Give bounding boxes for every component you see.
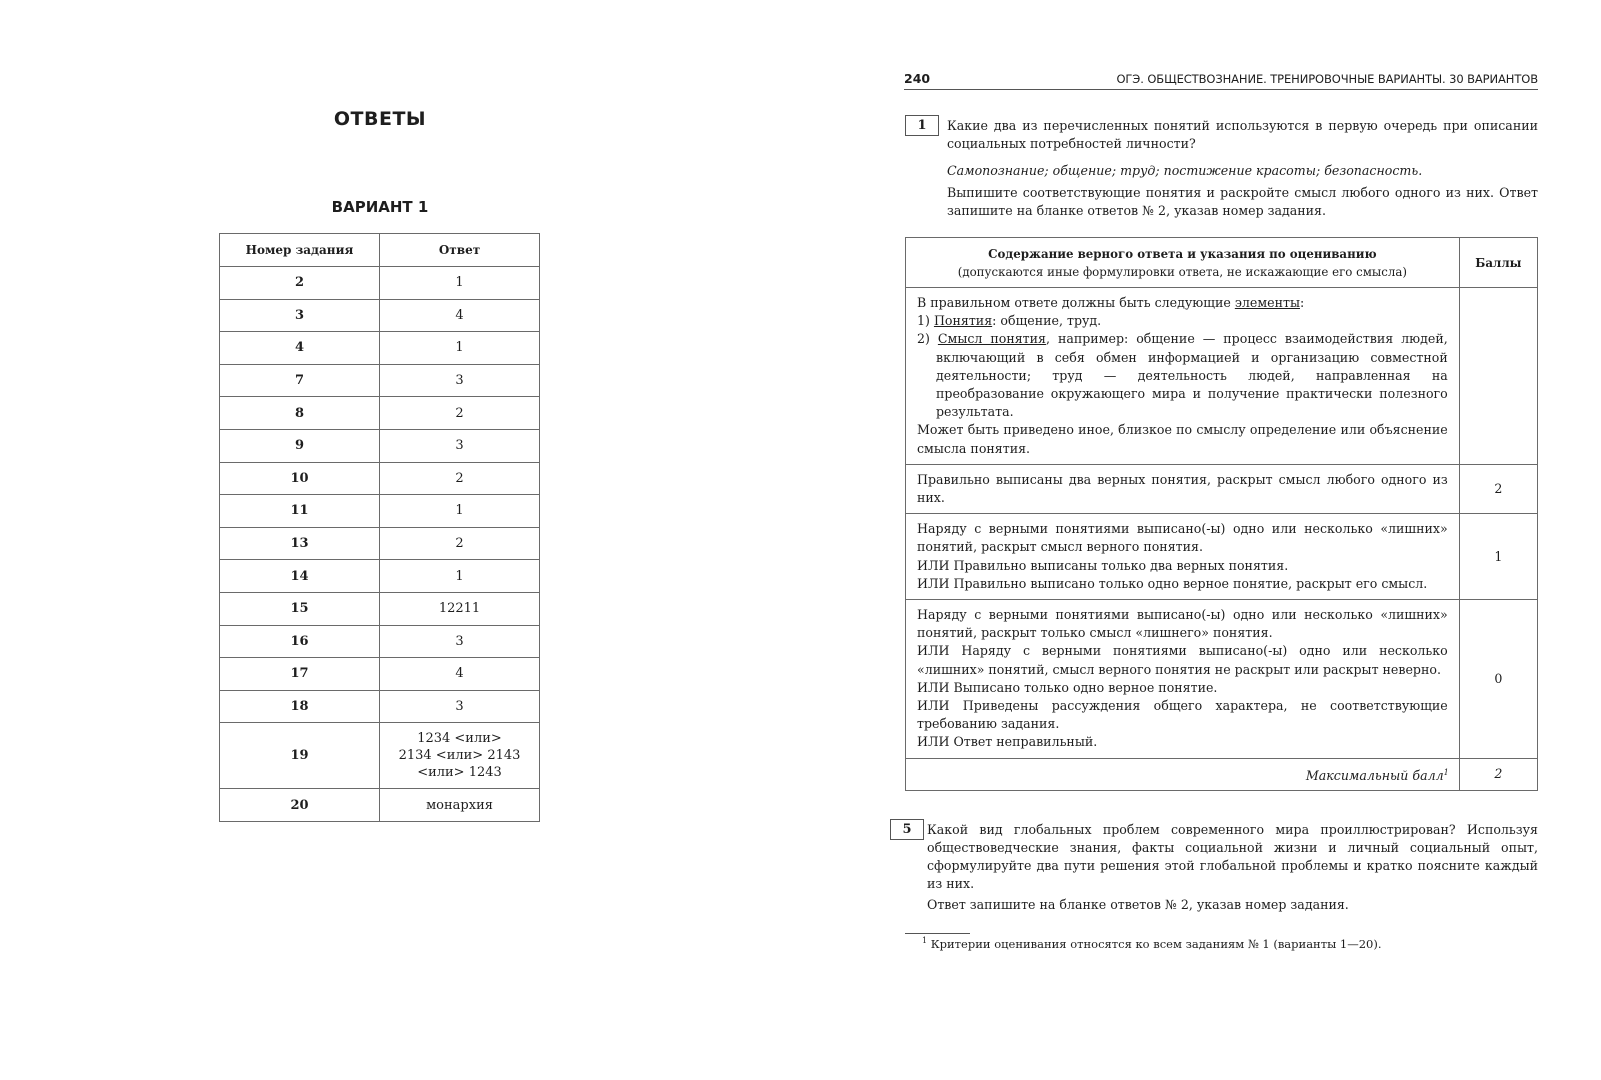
page-number: 240 — [904, 71, 931, 86]
criteria-line: ИЛИ Выписано только одно верное понятие. — [917, 679, 1218, 695]
max-score-row — [906, 758, 1538, 790]
underlined-text: элементы — [1234, 295, 1300, 310]
task-1 — [947, 117, 1538, 226]
score-header-label: Баллы — [1475, 255, 1522, 270]
table-row — [220, 299, 540, 332]
right-page — [880, 0, 1601, 1080]
table-row — [220, 789, 540, 822]
answer-value: 12211 — [380, 592, 540, 625]
criteria-line: ИЛИ Правильно выписано только одно верное понятие, раскрыт его смысл. — [917, 575, 1428, 591]
answer-line: <или> 1243 — [417, 765, 502, 781]
book-title: ОГЭ. ОБЩЕСТВОЗНАНИЕ. ТРЕНИРОВОЧНЫЕ ВАРИАНТЫ. 30 ВАРИАНТОВ — [1116, 72, 1538, 86]
criteria-line: Наряду с верными понятиями выписано(-ы) одно или несколько «лишних» понятий, раскрыт только смысл «лишнего» понятия. — [917, 607, 1448, 641]
text: 2) — [917, 331, 938, 347]
task-number-box: 5 — [890, 819, 924, 840]
criteria-header-sub: (допускаются иные формулировки ответа, не искажающие его смысла) — [957, 264, 1408, 279]
text: : общение, труд. — [992, 313, 1102, 329]
task-number: 7 — [220, 364, 380, 397]
elements-note: Может быть приведено иное, близкое по смыслу определение или объяснение смысла понятия. — [917, 422, 1448, 456]
table-row — [220, 397, 540, 430]
footnote-divider — [905, 933, 970, 934]
table-row — [220, 723, 540, 789]
score-cell — [1459, 288, 1537, 465]
task-number: 8 — [220, 397, 380, 430]
criteria-header-score — [1459, 238, 1537, 288]
task-number: 2 — [220, 267, 380, 300]
column-header-answer: Ответ — [380, 234, 540, 267]
answer-value: 1 — [380, 560, 540, 593]
task-number: 9 — [220, 429, 380, 462]
criteria-elements-row — [906, 288, 1538, 465]
table-row — [220, 592, 540, 625]
answer-value: 1 — [380, 267, 540, 300]
criteria-line: ИЛИ Наряду с верными понятиями выписано(-ы) одно или несколько «лишних» понятий, смысл верного понятия не раскрыт или раскрыт неверно. — [917, 643, 1448, 677]
text: Максимальный балл — [1305, 767, 1444, 783]
score-value: 1 — [1459, 514, 1537, 600]
task-number: 10 — [220, 462, 380, 495]
footnote-text: Критерии оценивания относятся ко всем заданиям № 1 (варианты 1—20). — [927, 936, 1382, 951]
answers-table-header — [220, 234, 540, 267]
table-row — [220, 332, 540, 365]
table-row — [220, 658, 540, 691]
criteria-elements — [906, 288, 1460, 465]
left-page — [0, 0, 760, 1080]
footnote-mark: 1 — [922, 936, 928, 945]
answer-value: 2 — [380, 462, 540, 495]
criteria-line: ИЛИ Ответ неправильный. — [917, 734, 1098, 750]
task-question: Какие два из перечисленных понятий используются в первую очередь при описании социальных потребностей личности? — [947, 118, 1538, 151]
answer-value: монархия — [380, 789, 540, 822]
answer-value: 4 — [380, 658, 540, 691]
underlined-text: Смысл понятия — [937, 331, 1046, 347]
answer-line: 2134 <или> 2143 — [398, 748, 521, 764]
task-number: 11 — [220, 495, 380, 528]
table-row — [220, 625, 540, 658]
task-number: 20 — [220, 789, 380, 822]
variant-title: ВАРИАНТ 1 — [331, 198, 429, 216]
criteria-table — [905, 237, 1538, 791]
task-number: 3 — [220, 299, 380, 332]
element-item-1 — [917, 312, 1448, 330]
task-number: 17 — [220, 658, 380, 691]
table-row — [220, 462, 540, 495]
table-row — [220, 429, 540, 462]
table-row — [220, 527, 540, 560]
elements-intro — [917, 294, 1448, 312]
underlined-text: Понятия — [933, 313, 993, 329]
criteria-header-content — [906, 238, 1460, 288]
task-question: Какой вид глобальных проблем современного мира проиллюстрирован? Используя обществоведческие знания, факты социальной жизни и личный социальный опыт, сформулируйте два пути решения этой глобальной проблемы и кратко поясните каждый из них. — [927, 822, 1538, 891]
text: В правильном ответе должны быть следующие — [917, 295, 1235, 310]
answers-table — [219, 233, 540, 822]
answer-value: 3 — [380, 625, 540, 658]
answer-value: 3 — [380, 429, 540, 462]
text: , например: общение — процесс взаимодействия людей, включающий в себя обмен информацией и организацию совместной деятельности; труд — деятельность людей, направленная на преобразование окружающего мира и получение практически полезного результата. — [936, 331, 1448, 420]
task-number: 4 — [220, 332, 380, 365]
footnote — [922, 936, 1381, 951]
task-number: 19 — [220, 723, 380, 789]
text: 1) — [917, 313, 934, 329]
table-row — [220, 560, 540, 593]
task-number: 18 — [220, 690, 380, 723]
criteria-header — [906, 238, 1538, 288]
table-row — [220, 267, 540, 300]
answer-value: 2 — [380, 527, 540, 560]
task-5 — [927, 821, 1538, 920]
answer-value: 3 — [380, 690, 540, 723]
table-row — [220, 495, 540, 528]
running-head — [904, 71, 1538, 90]
task-number: 14 — [220, 560, 380, 593]
footnote-ref: 1 — [1443, 767, 1449, 777]
score-value: 0 — [1459, 600, 1537, 759]
criteria-row — [906, 464, 1538, 513]
score-value: 2 — [1459, 464, 1537, 513]
criteria-line: Правильно выписаны два верных понятия, раскрыт смысл любого одного из них. — [917, 471, 1448, 506]
answer-value — [380, 723, 540, 789]
task-number: 13 — [220, 527, 380, 560]
answer-value: 3 — [380, 364, 540, 397]
task-instruction: Ответ запишите на бланке ответов № 2, указав номер задания. — [927, 897, 1349, 912]
table-row — [220, 364, 540, 397]
max-score-label — [906, 758, 1460, 790]
answer-value: 4 — [380, 299, 540, 332]
criteria-description — [906, 600, 1460, 759]
answer-value: 1 — [380, 495, 540, 528]
criteria-description — [906, 464, 1460, 513]
criteria-header-main: Содержание верного ответа и указания по оцениванию — [988, 246, 1377, 261]
max-score-value: 2 — [1459, 758, 1537, 790]
criteria-line: ИЛИ Правильно выписаны только два верных понятия. — [917, 557, 1289, 573]
answer-value: 2 — [380, 397, 540, 430]
criteria-row — [906, 514, 1538, 600]
column-header-task-number: Номер задания — [220, 234, 380, 267]
criteria-line: ИЛИ Приведены рассуждения общего характера, не соответствующие требованию задания. — [917, 698, 1448, 732]
text: : — [1299, 295, 1305, 310]
criteria-row — [906, 600, 1538, 759]
answer-line: 1234 <или> — [417, 731, 502, 747]
answers-title: ОТВЕТЫ — [333, 108, 427, 130]
answer-value: 1 — [380, 332, 540, 365]
table-row — [220, 690, 540, 723]
task-instruction: Выпишите соответствующие понятия и раскройте смысл любого одного из них. Ответ запишите на бланке ответов № 2, указав номер задания. — [947, 185, 1538, 218]
criteria-description — [906, 514, 1460, 600]
task-number: 15 — [220, 592, 380, 625]
task-options: Самопознание; общение; труд; постижение красоты; безопасность. — [947, 163, 1423, 178]
task-number-box: 1 — [905, 115, 939, 136]
task-number: 16 — [220, 625, 380, 658]
element-item-2 — [917, 330, 1448, 421]
criteria-line: Наряду с верными понятиями выписано(-ы) одно или несколько «лишних» понятий, раскрыт смысл верного понятия. — [917, 521, 1448, 555]
